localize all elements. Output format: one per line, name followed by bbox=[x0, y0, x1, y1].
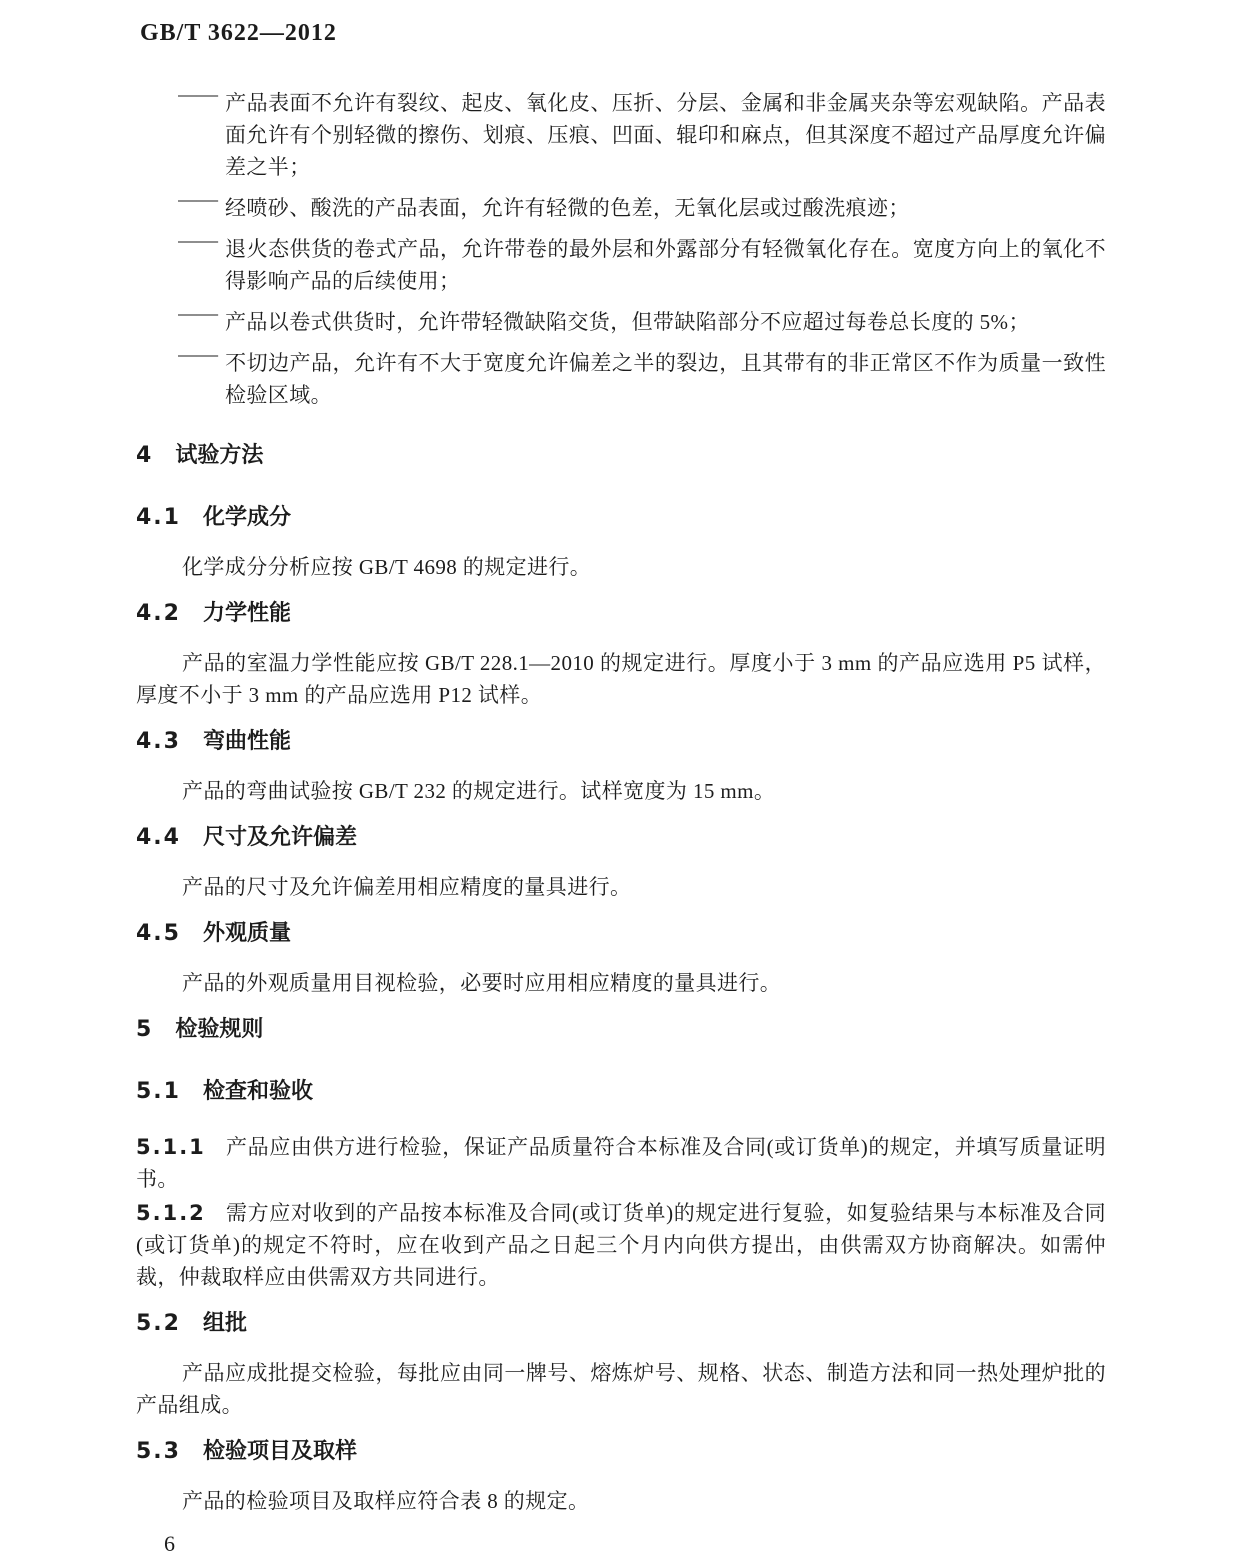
section-title: 检验项目及取样 bbox=[202, 1439, 357, 1464]
section-title: 力学性能 bbox=[202, 601, 291, 626]
clause-text: 需方应对收到的产品按本标准及合同(或订货单)的规定进行复验，如复验结果与本标准及合同(或订货单)的规定不符时，应在收到产品之日起三个月内向供方提出，由供需双方协商解决。如需仲裁，仲裁取样应由供需双方共同进行。 bbox=[136, 1201, 1106, 1289]
section-number: 4.1 bbox=[136, 505, 181, 530]
section-heading-4-3 bbox=[136, 729, 1106, 755]
section-body-4-4: 产品的尺寸及允许偏差用相应精度的量具进行。 bbox=[182, 875, 632, 899]
item-dash: —— bbox=[178, 187, 216, 211]
clause-5-1-2 bbox=[136, 1197, 1106, 1293]
section-number: 4.4 bbox=[136, 825, 181, 850]
clause-5-1-1 bbox=[136, 1131, 1106, 1195]
section-heading-5-2 bbox=[136, 1311, 1106, 1337]
section-body-4-1: 化学成分分析应按 GB/T 4698 的规定进行。 bbox=[182, 555, 592, 579]
section-number: 5.1 bbox=[136, 1079, 181, 1104]
list-item-text: 不切边产品，允许有不大于宽度允许偏差之半的裂边，且其带有的非正常区不作为质量一致性检验区域。 bbox=[225, 351, 1106, 407]
list-item bbox=[178, 78, 1106, 183]
section-title: 试验方法 bbox=[175, 443, 264, 468]
section-body-5-3: 产品的检验项目及取样应符合表 8 的规定。 bbox=[182, 1489, 590, 1513]
section-number: 4 bbox=[136, 443, 154, 468]
list-item bbox=[178, 183, 1106, 224]
section-heading-4-1 bbox=[136, 505, 1106, 531]
list-item-text: 退火态供货的卷式产品，允许带卷的最外层和外露部分有轻微氧化存在。宽度方向上的氧化不得影响产品的后续使用； bbox=[225, 237, 1106, 293]
section-number: 4.5 bbox=[136, 921, 181, 946]
standard-number: GB/T 3622—2012 bbox=[140, 20, 337, 46]
item-dash: —— bbox=[178, 82, 216, 106]
section-title: 组批 bbox=[202, 1311, 247, 1336]
page-number: 6 bbox=[164, 1531, 175, 1556]
section-title: 尺寸及允许偏差 bbox=[202, 825, 357, 850]
clause-text: 产品应由供方进行检验，保证产品质量符合本标准及合同(或订货单)的规定，并填写质量证明书。 bbox=[136, 1135, 1106, 1191]
section-body-4-2: 产品的室温力学性能应按 GB/T 228.1—2010 的规定进行。厚度小于 3 mm 的产品应选用 P5 试样，厚度不小于 3 mm 的产品应选用 P12 试样。 bbox=[136, 651, 1106, 707]
section-number: 4.2 bbox=[136, 601, 181, 626]
section-body-4-3: 产品的弯曲试验按 GB/T 232 的规定进行。试样宽度为 15 mm。 bbox=[182, 779, 776, 803]
section-title: 检验规则 bbox=[175, 1017, 264, 1042]
section-heading-5-1 bbox=[136, 1079, 1106, 1105]
list-item bbox=[178, 224, 1106, 297]
list-item bbox=[178, 338, 1106, 411]
section-body-4-5: 产品的外观质量用目视检验，必要时应用相应精度的量具进行。 bbox=[182, 971, 782, 995]
item-dash: —— bbox=[178, 228, 216, 252]
section-title: 外观质量 bbox=[202, 921, 291, 946]
item-dash: —— bbox=[178, 342, 216, 366]
section-number: 5 bbox=[136, 1017, 154, 1042]
clause-number: 5.1.2 bbox=[136, 1201, 206, 1225]
section-title: 化学成分 bbox=[202, 505, 291, 530]
surface-quality-list bbox=[178, 78, 1106, 411]
section-number: 4.3 bbox=[136, 729, 181, 754]
section-heading-4 bbox=[136, 443, 1106, 469]
section-heading-5 bbox=[136, 1017, 1106, 1043]
section-heading-4-5 bbox=[136, 921, 1106, 947]
section-title: 弯曲性能 bbox=[202, 729, 291, 754]
clause-number: 5.1.1 bbox=[136, 1135, 206, 1159]
list-item-text: 产品以卷式供货时，允许带轻微缺陷交货，但带缺陷部分不应超过每卷总长度的 5%； bbox=[225, 310, 1030, 334]
section-heading-4-2 bbox=[136, 601, 1106, 627]
list-item-text: 产品表面不允许有裂纹、起皮、氧化皮、压折、分层、金属和非金属夹杂等宏观缺陷。产品表面允许有个别轻微的擦伤、划痕、压痕、凹面、辊印和麻点，但其深度不超过产品厚度允许偏差之半； bbox=[225, 91, 1106, 179]
section-heading-4-4 bbox=[136, 825, 1106, 851]
section-number: 5.3 bbox=[136, 1439, 181, 1464]
list-item bbox=[178, 297, 1106, 338]
section-number: 5.2 bbox=[136, 1311, 181, 1336]
section-body-5-2: 产品应成批提交检验，每批应由同一牌号、熔炼炉号、规格、状态、制造方法和同一热处理炉批的产品组成。 bbox=[136, 1361, 1106, 1417]
section-heading-5-3 bbox=[136, 1439, 1106, 1465]
list-item-text: 经喷砂、酸洗的产品表面，允许有轻微的色差，无氧化层或过酸洗痕迹； bbox=[225, 196, 910, 220]
section-title: 检查和验收 bbox=[202, 1079, 313, 1104]
item-dash: —— bbox=[178, 301, 216, 325]
